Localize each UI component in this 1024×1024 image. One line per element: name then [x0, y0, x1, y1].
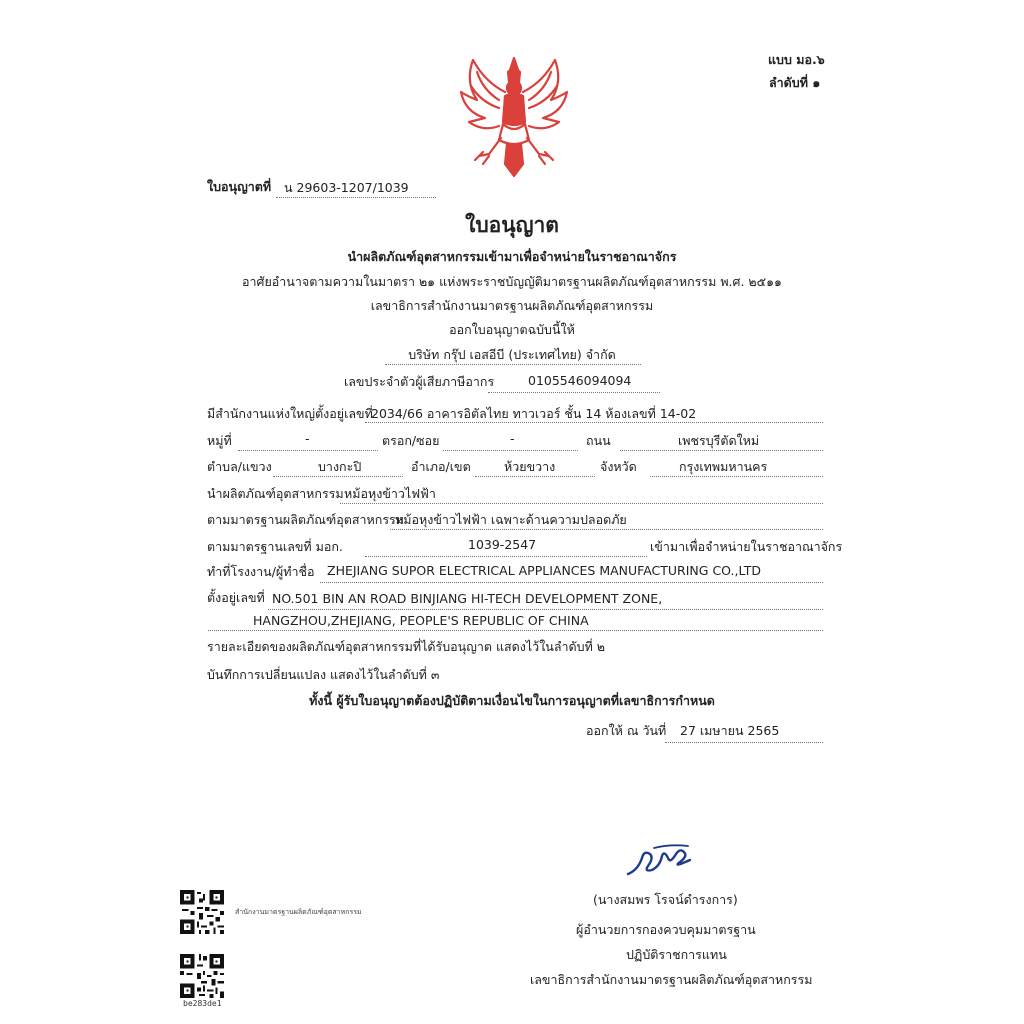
- manufacturer-address-dotline2: [208, 630, 823, 631]
- manufacturer-name: ZHEJIANG SUPOR ELECTRICAL APPLIANCES MANUFACTURING CO.,LTD: [327, 563, 761, 578]
- moo-line: [238, 450, 378, 451]
- company-name-line: [385, 364, 641, 365]
- manufacturer-address-line1: NO.501 BIN AN ROAD BINJIANG HI-TECH DEVELOPMENT ZONE,: [272, 591, 663, 606]
- import-text: เข้ามาเพื่อจำหน่ายในราชอาณาจักร: [650, 539, 843, 554]
- tax-id-line: [488, 392, 660, 393]
- signer-title-3: เลขาธิการสำนักงานมาตรฐานผลิตภัณฑ์อุตสาหกรรม: [530, 972, 813, 987]
- moo-value: -: [305, 431, 310, 446]
- province-line: [650, 476, 823, 477]
- manufacturer-address-line2: HANGZHOU,ZHEJIANG, PEOPLE'S REPUBLIC OF CHINA: [253, 613, 589, 628]
- subdistrict-value: บางกะปิ: [318, 459, 362, 474]
- form-code: แบบ มอ.๖: [768, 52, 825, 67]
- garuda-emblem: [455, 52, 573, 182]
- signer-title-2: ปฏิบัติราชการแทน: [626, 947, 727, 962]
- manufacturer-label: ทำที่โรงงาน/ผู้ทำชื่อ: [207, 564, 315, 579]
- soi-value: -: [510, 431, 515, 446]
- district-label: อำเภอ/เขต: [411, 459, 471, 474]
- standard-number-value: 1039-2547: [468, 537, 537, 552]
- subdistrict-line: [273, 476, 403, 477]
- road-label: ถนน: [586, 433, 611, 448]
- manufacturer-line: [320, 582, 823, 583]
- standard-value: หม้อหุงข้าวไฟฟ้า เฉพาะด้านความปลอดภัย: [395, 512, 627, 527]
- subdistrict-label: ตำบล/แขวง: [207, 459, 272, 474]
- province-value: กรุงเทพมหานคร: [679, 459, 768, 474]
- tax-id-label: เลขประจำตัวผู้เสียภาษีอากร: [344, 374, 495, 389]
- qr-caption: สำนักงานมาตรฐานผลิตภัณฑ์อุตสาหกรรม: [235, 908, 362, 916]
- road-value: เพชรบุรีตัดใหม่: [678, 433, 760, 448]
- issuer-line: เลขาธิการสำนักงานมาตรฐานผลิตภัณฑ์อุตสาหกรรม: [370, 298, 654, 313]
- signer-name: (นางสมพร โรจน์ดำรงการ): [593, 892, 738, 907]
- issue-line: ออกใบอนุญาตฉบับนี้ให้: [449, 322, 575, 337]
- hq-line: [365, 422, 823, 423]
- moo-label: หมู่ที่: [207, 433, 232, 448]
- issue-date-line: [665, 742, 823, 743]
- details-note: รายละเอียดของผลิตภัณฑ์อุตสาหกรรมที่ได้รับอนุญาต แสดงไว้ในลำดับที่ ๒: [207, 639, 606, 654]
- soi-line: [443, 450, 578, 451]
- hq-value: 2034/66 อาคารอิตัลไทย ทาวเวอร์ ชั้น 14 ห้องเลขที่ 14-02: [371, 406, 697, 421]
- changes-note: บันทึกการเปลี่ยนแปลง แสดงไว้ในลำดับที่ ๓: [207, 667, 440, 682]
- signer-title-1: ผู้อำนวยการกองควบคุมมาตรฐาน: [576, 922, 756, 937]
- soi-label: ตรอก/ซอย: [382, 433, 440, 448]
- signature-image: [624, 840, 696, 880]
- standard-label: ตามมาตรฐานผลิตภัณฑ์อุตสาหกรรม: [207, 512, 404, 527]
- tax-id-value: 0105546094094: [528, 373, 632, 388]
- product-label: นำผลิตภัณฑ์อุตสาหกรรม: [207, 486, 344, 501]
- license-number-value: น 29603-1207/1039: [284, 180, 409, 195]
- district-line: [475, 476, 595, 477]
- qr-code-icon: [180, 890, 224, 934]
- hq-label: มีสำนักงานแห่งใหญ่ตั้งอยู่เลขที่: [207, 406, 373, 421]
- manufacturer-address-dotline1: [268, 609, 823, 610]
- authority-line: อาศัยอำนาจตามความในมาตรา ๒๑ แห่งพระราชบัญญัติมาตรฐานผลิตภัณฑ์อุตสาหกรรม พ.ศ. ๒๕๑๑: [242, 274, 782, 289]
- issue-date-label: ออกให้ ณ วันที่: [586, 723, 667, 738]
- district-value: ห้วยขวาง: [504, 459, 556, 474]
- issue-date-value: 27 เมษายน 2565: [680, 723, 780, 738]
- qr-code-2-icon: [180, 954, 224, 998]
- license-number-line: [276, 197, 436, 198]
- document-subtitle: นำผลิตภัณฑ์อุตสาหกรรมเข้ามาเพื่อจำหน่ายในราชอาณาจักร: [347, 249, 677, 264]
- standard-number-label: ตามมาตรฐานเลขที่ มอก.: [207, 539, 343, 554]
- sequence-number: ลำดับที่ ๑: [769, 75, 821, 90]
- road-line: [620, 450, 823, 451]
- standard-line: [390, 529, 823, 530]
- document-code: be283de1: [183, 999, 222, 1008]
- manufacturer-address-label: ตั้งอยู่เลขที่: [207, 590, 265, 605]
- product-line: [340, 503, 823, 504]
- conditions-note: ทั้งนี้ ผู้รับใบอนุญาตต้องปฏิบัติตามเงื่อนไขในการอนุญาตที่เลขาธิการกำหนด: [309, 693, 715, 708]
- province-label: จังหวัด: [600, 459, 637, 474]
- product-value: หม้อหุงข้าวไฟฟ้า: [344, 486, 436, 501]
- standard-number-line: [365, 556, 647, 557]
- document-title: ใบอนุญาต: [465, 213, 559, 237]
- license-number-label: ใบอนุญาตที่: [207, 179, 272, 194]
- company-name: บริษัท กรุ๊ป เอสอีบี (ประเทศไทย) จำกัด: [408, 347, 616, 362]
